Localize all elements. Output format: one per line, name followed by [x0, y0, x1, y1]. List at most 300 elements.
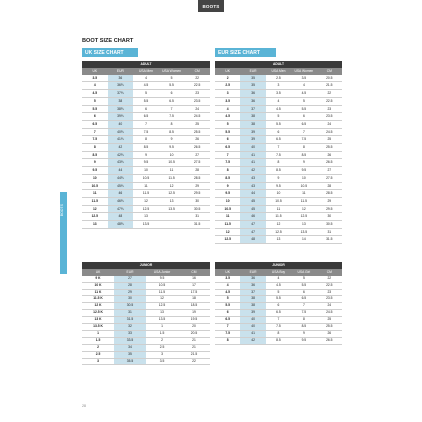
table-cell: 23 — [184, 90, 210, 98]
table-cell: 6 — [215, 310, 240, 317]
table-cell: 6 — [82, 113, 108, 121]
table-cell: 2 — [215, 75, 240, 82]
table-cell: 40⅔ — [108, 128, 134, 136]
table-row — [82, 282, 210, 289]
table-row — [82, 151, 210, 159]
table-cell: 9 K — [82, 276, 114, 282]
table-band-label: JUNIOR — [215, 262, 342, 269]
uk-junior-table — [82, 262, 210, 365]
table-cell: 40 — [240, 317, 265, 324]
table-row — [215, 303, 342, 310]
table-cell: 8.5 — [82, 151, 108, 159]
table-row — [215, 159, 342, 167]
table-cell: 46 — [108, 190, 134, 198]
table-cell: 46⅔ — [108, 197, 134, 205]
table-cell: 5 — [266, 289, 291, 296]
table-row — [82, 174, 210, 182]
table-cell: 5 — [82, 97, 108, 105]
table-cell: 37 — [240, 105, 265, 113]
table-cell: 8.5 — [159, 128, 185, 136]
table-cell: 7.5 — [133, 128, 159, 136]
table-cell: 47⅓ — [108, 205, 134, 213]
table-cell: 9.5 — [146, 276, 178, 282]
table-cell: 26.5 — [184, 144, 210, 152]
table-cell: 12.5 — [159, 190, 185, 198]
table-cell: 12 — [146, 296, 178, 303]
table-row — [215, 128, 342, 136]
column-header: UK — [82, 68, 108, 75]
table-cell: 42 — [240, 337, 265, 344]
table-cell: 46 — [240, 213, 265, 221]
table-row — [82, 197, 210, 205]
table-band-label: ADULT — [215, 61, 342, 68]
table-cell: 5.5 — [133, 97, 159, 105]
table-cell: 17.5 — [178, 289, 210, 296]
table-cell: 43 — [240, 174, 265, 182]
table-cell: 14 — [291, 236, 316, 244]
table-cell: 12 — [82, 205, 108, 213]
table-cell: 43 — [240, 182, 265, 190]
side-tab-label: BOOTS — [60, 204, 64, 217]
table-cell: 6 — [159, 90, 185, 98]
table-row — [215, 205, 342, 213]
table-cell: 6 — [215, 136, 240, 144]
column-header: UK — [82, 269, 114, 276]
table-row — [215, 82, 342, 90]
table-cell: 6 — [291, 289, 316, 296]
table-cell: 22.5 — [317, 282, 342, 289]
table-cell: 10.5 — [82, 182, 108, 190]
table-cell: 8 — [291, 317, 316, 324]
table-cell: 28.5 — [184, 174, 210, 182]
table-cell: 4 — [82, 82, 108, 90]
table-cell: 13 — [159, 197, 185, 205]
table-cell: 22 — [317, 90, 342, 98]
column-header: CM — [317, 269, 342, 276]
table-cell: 23 — [317, 289, 342, 296]
table-cell: 36 — [240, 282, 265, 289]
table-cell: 12 — [291, 205, 316, 213]
table-cell: 7 — [82, 128, 108, 136]
table-row — [82, 221, 210, 229]
table-cell: 13.5 — [133, 221, 159, 229]
table-cell: 10 K — [82, 282, 114, 289]
table-cell: 9 — [82, 159, 108, 167]
table-cell: 6 — [133, 105, 159, 113]
column-header: USA Women — [159, 68, 185, 75]
table-cell: 7.5 — [266, 151, 291, 159]
table-cell: 7.5 — [159, 113, 185, 121]
table-cell: 33 — [114, 330, 146, 337]
table-cell: 22.5 — [184, 82, 210, 90]
table-cell: 38 — [240, 296, 265, 303]
table-cell: 20 — [178, 324, 210, 331]
table-cell: 6.5 — [82, 120, 108, 128]
table-cell: 11 — [159, 167, 185, 175]
table-band-label: JUNIOR — [82, 262, 210, 269]
table-cell: 4 — [215, 105, 240, 113]
table-cell: 47 — [240, 228, 265, 236]
table-cell: 41 — [240, 159, 265, 167]
table-cell: 6 — [266, 128, 291, 136]
table-cell: 11 K — [82, 289, 114, 296]
table-cell: 41⅓ — [108, 136, 134, 144]
table-cell: 5 — [215, 296, 240, 303]
table-cell: 3.5 — [215, 276, 240, 282]
table-cell: 8 — [133, 136, 159, 144]
table-cell: 30.5 — [317, 221, 342, 229]
table-cell: 10.5 — [146, 282, 178, 289]
table-cell: 10 — [215, 197, 240, 205]
table-cell: 10.5 — [133, 174, 159, 182]
table-row — [215, 282, 342, 289]
table-cell: 32 — [114, 324, 146, 331]
table-cell: 8.5 — [291, 324, 316, 331]
table-cell: 9.5 — [215, 190, 240, 198]
table-cell: 26 — [317, 330, 342, 337]
table-cell: 42 — [240, 167, 265, 175]
table-cell: 1 — [146, 324, 178, 331]
table-row — [215, 144, 342, 152]
table-cell: 38⅔ — [108, 105, 134, 113]
table-cell: 39 — [240, 310, 265, 317]
table-row — [215, 197, 342, 205]
table-row — [82, 213, 210, 221]
table-cell: 7 — [215, 324, 240, 331]
table-cell: 24 — [184, 105, 210, 113]
column-header: USA Women — [291, 68, 316, 75]
table-cell: 4 — [266, 97, 291, 105]
table-cell: 2.5 — [266, 75, 291, 82]
table-cell: 4.5 — [266, 282, 291, 289]
table-cell: 13.5 — [291, 228, 316, 236]
eur-junior-table — [215, 262, 342, 345]
table-row — [82, 167, 210, 175]
table-cell: 13 — [266, 236, 291, 244]
table-cell: 31.5 — [317, 236, 342, 244]
table-cell: 13 — [291, 221, 316, 229]
table-row — [215, 97, 342, 105]
table-cell: 23.5 — [317, 296, 342, 303]
table-cell: 35 — [240, 75, 265, 82]
table-cell: 10 — [159, 151, 185, 159]
table-row — [82, 97, 210, 105]
table-cell: 8.5 — [266, 337, 291, 344]
table-row — [215, 167, 342, 175]
table-cell: 9 — [133, 151, 159, 159]
column-header: EUR — [114, 269, 146, 276]
table-cell: 10.5 — [215, 205, 240, 213]
table-cell: 7.5 — [215, 159, 240, 167]
table-row — [215, 330, 342, 337]
table-cell: 2.5 — [146, 344, 178, 351]
table-cell: 9.5 — [133, 159, 159, 167]
table-cell: 8.5 — [133, 144, 159, 152]
column-header: UK — [215, 269, 240, 276]
column-header: USA Men — [133, 68, 159, 75]
table-cell: 6.5 — [291, 120, 316, 128]
table-cell: 3 — [82, 358, 114, 365]
table-cell: 25 — [317, 317, 342, 324]
table-row — [82, 205, 210, 213]
table-cell: 40 — [240, 144, 265, 152]
table-cell: 28 — [317, 182, 342, 190]
table-row — [82, 317, 210, 324]
table-cell: 5.5 — [266, 120, 291, 128]
table-cell: 7 — [266, 144, 291, 152]
table-cell: 12 — [266, 221, 291, 229]
table-row — [82, 182, 210, 190]
table-row — [215, 221, 342, 229]
table-cell: 45 — [240, 205, 265, 213]
table-cell: 42⅔ — [108, 151, 134, 159]
table-cell: 13.5 — [159, 205, 185, 213]
table-row — [82, 82, 210, 90]
table-cell: 27 — [114, 276, 146, 282]
table-cell: 20.5 — [178, 330, 210, 337]
table-row — [82, 310, 210, 317]
table-cell: 37 — [240, 289, 265, 296]
table-cell: 30 — [184, 197, 210, 205]
table-cell: 7 — [159, 105, 185, 113]
table-row — [82, 337, 210, 344]
table-cell: 40 — [108, 120, 134, 128]
table-cell: 19.5 — [178, 317, 210, 324]
table-cell — [159, 221, 185, 229]
table-cell: 10 — [133, 167, 159, 175]
column-header: EUR — [240, 269, 265, 276]
table-row — [215, 75, 342, 82]
table-row — [82, 136, 210, 144]
table-cell: 44⅔ — [108, 174, 134, 182]
table-row — [82, 351, 210, 358]
table-cell: 29 — [317, 197, 342, 205]
table-cell: 24 — [317, 303, 342, 310]
table-row — [82, 324, 210, 331]
table-cell: 8 — [159, 120, 185, 128]
table-cell: 8 — [215, 337, 240, 344]
table-cell: 21 — [178, 337, 210, 344]
table-cell: 36⅔ — [108, 82, 134, 90]
table-cell: 21.5 — [317, 82, 342, 90]
table-row — [215, 120, 342, 128]
table-row — [215, 174, 342, 182]
table-cell: 35 — [240, 82, 265, 90]
table-cell — [159, 213, 185, 221]
table-cell: 23.5 — [317, 113, 342, 121]
table-row — [82, 330, 210, 337]
table-cell: 13.5 K — [82, 324, 114, 331]
uk-chart-title: UK SIZE CHART — [82, 48, 138, 57]
table-cell: 27 — [317, 167, 342, 175]
table-cell: 4 — [215, 282, 240, 289]
column-header: UK — [215, 68, 240, 75]
table-cell: 45 — [240, 197, 265, 205]
table-cell: 28 — [114, 282, 146, 289]
table-cell: 5.5 — [291, 282, 316, 289]
page-number: 28 — [82, 404, 86, 408]
table-cell: 9.5 — [266, 182, 291, 190]
table-band-label: ADULT — [82, 61, 210, 68]
table-cell: 7 — [133, 120, 159, 128]
table-cell: 6.5 — [133, 113, 159, 121]
table-cell: 3 — [266, 82, 291, 90]
table-cell: 12 — [159, 182, 185, 190]
table-cell: 6 — [291, 113, 316, 121]
table-cell: 7.5 — [291, 136, 316, 144]
table-row — [82, 303, 210, 310]
table-cell: 11.5 — [266, 213, 291, 221]
table-cell: 24.5 — [317, 310, 342, 317]
table-row — [82, 159, 210, 167]
table-cell: 13 K — [82, 317, 114, 324]
table-row — [215, 213, 342, 221]
table-cell: 36 — [108, 75, 134, 82]
table-cell: 19 — [178, 310, 210, 317]
table-cell: 11 — [82, 190, 108, 198]
table-row — [82, 358, 210, 365]
uk-adult-table — [82, 61, 210, 229]
table-cell: 8 — [82, 144, 108, 152]
table-cell: 18.5 — [178, 303, 210, 310]
table-cell: 5 — [215, 120, 240, 128]
table-cell: 11.5 — [291, 197, 316, 205]
table-cell: 11.5 — [159, 174, 185, 182]
table-cell: 8 — [266, 159, 291, 167]
table-row — [82, 190, 210, 198]
table-cell: 22 — [317, 276, 342, 282]
table-cell: 12 — [215, 228, 240, 236]
table-cell: 2 — [146, 337, 178, 344]
table-cell: 30 — [114, 296, 146, 303]
table-cell: 25 — [184, 120, 210, 128]
table-cell: 4.5 — [215, 113, 240, 121]
table-cell: 6.5 — [266, 310, 291, 317]
table-cell: 4 — [133, 75, 159, 82]
table-cell: 4.5 — [291, 90, 316, 98]
table-cell: 5.5 — [266, 296, 291, 303]
table-cell: 5.5 — [159, 82, 185, 90]
table-cell: 9 — [266, 174, 291, 182]
table-cell: 30.5 — [184, 205, 210, 213]
table-cell: 9.5 — [82, 167, 108, 175]
table-cell: 3.5 — [291, 75, 316, 82]
table-cell: 5.5 — [215, 303, 240, 310]
table-cell: 34 — [114, 344, 146, 351]
table-cell: 4.5 — [266, 105, 291, 113]
table-cell: 8 — [291, 144, 316, 152]
table-cell: 7.5 — [215, 330, 240, 337]
table-cell: 11.5 — [133, 190, 159, 198]
table-cell: 1 — [82, 330, 114, 337]
table-cell: 38 — [240, 303, 265, 310]
table-cell: 41 — [240, 151, 265, 159]
side-section-tab — [60, 192, 67, 274]
table-cell: 1.5 — [82, 337, 114, 344]
table-cell: 11 — [266, 205, 291, 213]
table-cell: 35 — [114, 351, 146, 358]
table-cell: 10.5 — [291, 182, 316, 190]
table-cell: 10 — [291, 174, 316, 182]
table-cell: 35.5 — [114, 358, 146, 365]
table-cell: 4 — [291, 82, 316, 90]
column-header: USA Girl — [291, 269, 316, 276]
table-cell: 5 — [291, 97, 316, 105]
table-cell: 29.5 — [317, 205, 342, 213]
table-cell: 27.5 — [184, 159, 210, 167]
table-cell: 22.5 — [317, 97, 342, 105]
table-row — [215, 337, 342, 344]
table-cell: 12 — [133, 197, 159, 205]
table-cell: 28 — [184, 167, 210, 175]
table-cell: 22 — [178, 358, 210, 365]
column-header: EUR — [108, 68, 134, 75]
table-cell: 30 — [317, 213, 342, 221]
table-cell: 7 — [215, 151, 240, 159]
table-cell: 20.5 — [317, 75, 342, 82]
table-cell: 38 — [240, 120, 265, 128]
table-cell: 26 — [317, 151, 342, 159]
table-cell: 29 — [184, 182, 210, 190]
table-cell: 44 — [240, 190, 265, 198]
table-cell: 10.5 — [159, 159, 185, 167]
table-cell: 29.5 — [184, 190, 210, 198]
table-row — [82, 113, 210, 121]
table-row — [215, 236, 342, 244]
table-cell: 4.5 — [215, 289, 240, 296]
table-cell: 7.5 — [82, 136, 108, 144]
table-cell: 2.5 — [215, 82, 240, 90]
table-cell: 11.5 — [215, 221, 240, 229]
table-cell: 13 — [146, 310, 178, 317]
column-header: CM — [178, 269, 210, 276]
table-row — [215, 296, 342, 303]
table-cell: 39 — [240, 136, 265, 144]
table-cell: 11 — [215, 213, 240, 221]
table-cell: 3 — [215, 90, 240, 98]
table-cell: 9.5 — [291, 167, 316, 175]
table-cell: 27.5 — [317, 174, 342, 182]
table-cell: 11.5 — [146, 289, 178, 296]
eur-chart-title: EUR SIZE CHART — [215, 48, 276, 57]
table-cell: 10 — [82, 174, 108, 182]
table-row — [82, 344, 210, 351]
table-cell: 47 — [240, 221, 265, 229]
table-cell: 37⅓ — [108, 90, 134, 98]
table-cell: 21 — [178, 344, 210, 351]
table-cell: 12.5 K — [82, 310, 114, 317]
table-cell: 27 — [184, 151, 210, 159]
table-cell: 25.5 — [317, 324, 342, 331]
table-cell: 3.5 — [215, 97, 240, 105]
table-cell: 13 — [82, 221, 108, 229]
table-row — [215, 136, 342, 144]
table-cell: 13.5 — [146, 317, 178, 324]
table-cell: 9 — [215, 182, 240, 190]
table-cell: 7.5 — [266, 324, 291, 331]
table-cell: 24.5 — [184, 113, 210, 121]
table-cell: 11.5 — [82, 197, 108, 205]
table-cell: 40 — [240, 324, 265, 331]
table-cell: 5 — [266, 113, 291, 121]
table-cell: 6.5 — [291, 296, 316, 303]
table-cell: 31 — [114, 310, 146, 317]
table-cell: 10.5 — [266, 197, 291, 205]
table-cell: 38 — [108, 97, 134, 105]
table-cell: 12.5 — [266, 228, 291, 236]
table-cell: 12 K — [82, 303, 114, 310]
table-cell: 4.5 — [82, 90, 108, 98]
